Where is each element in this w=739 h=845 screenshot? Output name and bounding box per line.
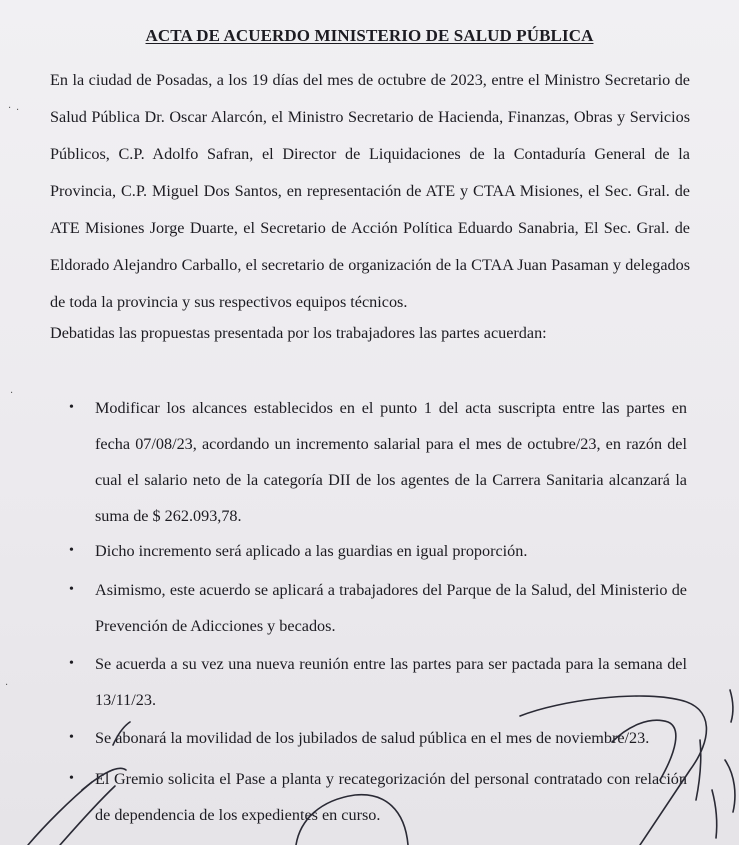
agreement-item	[69, 533, 687, 569]
agreement-item-text: Modificar los alcances establecidos en el punto 1 del acta suscripta entre las partes en fecha 07/08/23, acordando un incremento salarial para el mes de octubre/23, en razón del cual el salario neto de la categoría DII de los agentes de la Carrera Sanitaria alcanzará la suma de $ 262.093,78.	[95, 399, 687, 525]
bullet-icon: •	[69, 543, 74, 558]
agreement-item	[69, 761, 687, 833]
agreement-item-text: Dicho incremento será aplicado a las guardias en igual proporción.	[95, 542, 528, 560]
bullet-icon: •	[69, 730, 74, 745]
agreement-item-text: El Gremio solicita el Pase a planta y recategorización del personal contratado con relación de dependencia de los expedientes en curso.	[95, 770, 687, 824]
bullet-icon: •	[69, 400, 74, 415]
intro-paragraph: En la ciudad de Posadas, a los 19 días del mes de octubre de 2023, entre el Ministro Secretario de Salud Pública Dr. Oscar Alarcón, el Ministro Secretario de Hacienda, Finanzas, Obras y Servicios Públicos, C.P. Adolfo Safran, el Director de Liquidaciones de la Contaduría General de la Provincia, C.P. Miguel Dos Santos, en representación de ATE y CTAA Misiones, el Sec. Gral. de ATE Misiones Jorge Duarte, el Secretario de Acción Política Eduardo Sanabria, El Sec. Gral. de Eldorado Alejandro Carballo, el secretario de organización de la CTAA Juan Pasaman y delegados de toda la provincia y sus respectivos equipos técnicos.	[50, 71, 690, 311]
agreement-item	[69, 720, 687, 756]
scan-speck: ·	[5, 680, 9, 691]
agreement-item-text: Se acuerda a su vez una nueva reunión entre las partes para ser pactada para la semana del 13/11/23.	[95, 655, 687, 709]
agreement-item-text: Se abonará la movilidad de los jubilados de salud pública en el mes de noviembre/23.	[95, 729, 650, 747]
document-title: ACTA DE ACUERDO MINISTERIO DE SALUD PÚBLICA	[145, 26, 594, 45]
agreement-item	[69, 390, 687, 534]
scan-speck: ·	[10, 388, 14, 399]
scan-speck: ·	[8, 103, 12, 114]
lead-sentence: Debatidas las propuestas presentada por los trabajadores las partes acuerdan:	[50, 324, 547, 342]
bullet-icon: •	[69, 771, 74, 786]
agreement-item	[69, 572, 687, 644]
scan-speck: ·	[16, 105, 20, 116]
agreement-item	[69, 646, 687, 718]
bullet-icon: •	[69, 656, 74, 671]
bullet-icon: •	[69, 582, 74, 597]
agreement-item-text: Asimismo, este acuerdo se aplicará a trabajadores del Parque de la Salud, del Ministerio de Prevención de Adicciones y becados.	[95, 581, 687, 635]
